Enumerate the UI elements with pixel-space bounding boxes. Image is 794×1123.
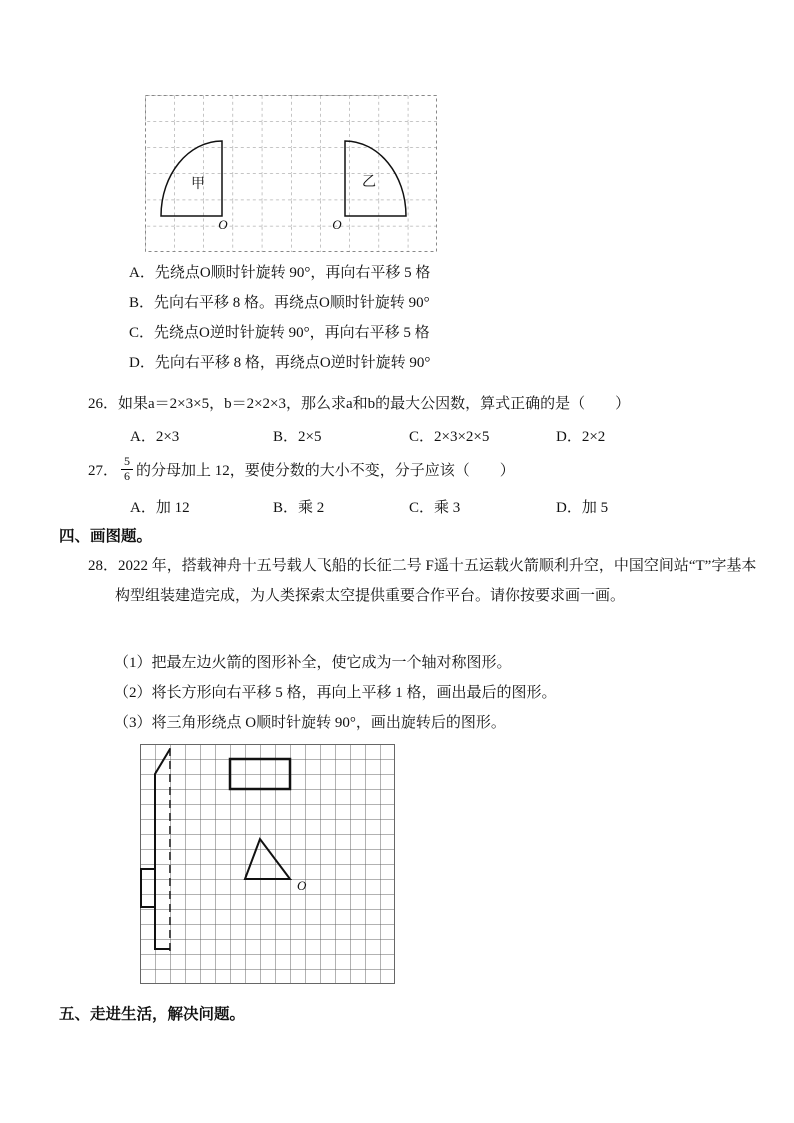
label-point-o2: O: [332, 217, 342, 232]
solid-grid: [140, 744, 395, 984]
dashed-grid: [145, 95, 437, 252]
q26-option-a: A．2×3: [130, 429, 180, 445]
q28-sub-3: （3）将三角形绕点 O顺时针旋转 90°，画出旋转后的图形。: [114, 715, 506, 731]
q26-stem: 26．如果a＝2×3×5，b＝2×2×3，那么求a和b的最大公因数，算式正确的是（ ）: [88, 396, 631, 412]
q28-stem: 28．2022 年，搭载神舟十五号载人飞船的长征二号 F遥十五运载火箭顺利升空，中国空间站“T”字基本构型组装建造完成，为人类探索太空提供重要合作平台。请你按要求画一画。: [88, 558, 757, 604]
q26-option-b: B．2×5: [273, 429, 322, 445]
q25-option-b: B．先向右平移 8 格。再绕点O顺时针旋转 90°: [129, 295, 430, 311]
q27-option-a: A．加 12: [130, 500, 190, 516]
q26-option-d: D．2×2: [556, 429, 606, 445]
label-jia: 甲: [191, 177, 205, 192]
q27-number: 27．: [88, 462, 119, 479]
section-5-header: 五、走进生活，解决问题。: [59, 1006, 246, 1023]
q25-option-d: D．先向右平移 8 格，再绕点O逆时针旋转 90°: [129, 355, 431, 371]
q28-figure: [140, 744, 395, 984]
q28-subquestions: [114, 648, 557, 738]
q27-stem: [88, 450, 515, 488]
q27-option-d: D．加 5: [556, 500, 609, 516]
label-yi: 乙: [362, 175, 376, 190]
q25-option-a: A．先绕点O顺时针旋转 90°，再向右平移 5 格: [129, 265, 431, 281]
section-4-header: 四、画图题。: [59, 528, 153, 545]
fraction-numerator: 5: [124, 454, 131, 469]
q26-option-c: C．2×3×2×5: [409, 429, 490, 445]
label-point-o: O: [297, 878, 307, 893]
q27-option-c: C．乘 3: [409, 500, 461, 516]
q25-options: [129, 258, 430, 378]
fraction-5-6: [121, 455, 133, 482]
fraction-denominator: 6: [121, 469, 133, 483]
q26-options: [0, 425, 794, 449]
q27-text: 的分母加上 12，要使分数的大小不变，分子应该（ ）: [136, 462, 515, 479]
q25-option-c: C．先绕点O逆时针旋转 90°，再向右平移 5 格: [129, 325, 430, 341]
q28-sub-1: （1）把最左边火箭的图形补全，使它成为一个轴对称图形。: [114, 655, 512, 671]
q28-sub-2: （2）将长方形向右平移 5 格，再向上平移 1 格，画出最后的图形。: [114, 685, 557, 701]
q25-figure: [145, 95, 437, 252]
label-point-o1: O: [218, 217, 228, 232]
q27-option-b: B．乘 2: [273, 500, 325, 516]
q27-options: [0, 496, 794, 520]
